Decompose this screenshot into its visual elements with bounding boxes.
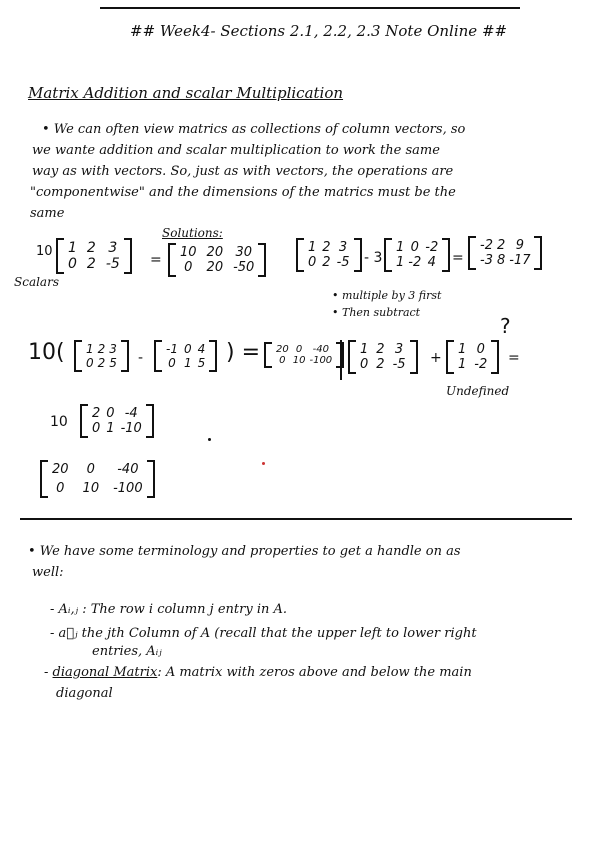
matrix-entry: -100 xyxy=(309,355,333,366)
matrix-entry: 1 xyxy=(68,240,77,256)
matrix-entry: -50 xyxy=(233,260,255,275)
matrix-grid xyxy=(476,236,534,270)
matrix-grid xyxy=(64,238,124,274)
matrix-entry: -40 xyxy=(312,344,329,355)
matrix-entry: 1 xyxy=(106,421,115,436)
matrix-entry: -5 xyxy=(336,255,350,270)
matrix-entry: 3 xyxy=(109,342,117,356)
ex3-suffix: ) = xyxy=(226,340,261,365)
matrix-grid xyxy=(48,460,147,498)
ex3-step2-matrix xyxy=(40,460,155,498)
term-item-2-line-2: entries, Aᵢⱼ xyxy=(92,644,162,659)
matrix-entry: 4 xyxy=(197,342,206,356)
ex3-prefix: 10( xyxy=(28,340,65,365)
term-item-2-line-1: - a⃗ⱼ the jth Column of A (recall that the upper left to lower right xyxy=(50,626,477,641)
ex4-question: ? xyxy=(500,314,511,338)
section-title: Matrix Addition and scalar Multiplication xyxy=(28,84,344,102)
matrix-entry: -2 xyxy=(474,357,488,372)
matrix-entry: 2 xyxy=(92,406,101,421)
matrix-entry: -10 xyxy=(120,421,142,436)
ex1-solutions-label: Solutions: xyxy=(162,226,223,240)
matrix-entry: 1 xyxy=(308,240,317,255)
section-divider xyxy=(20,518,572,520)
matrix-entry: 1 xyxy=(396,255,405,270)
matrix-grid xyxy=(304,238,354,272)
ex2-matrix-a xyxy=(296,238,362,272)
term-item-3-def: : A matrix with zeros above and below the main xyxy=(157,665,472,680)
matrix-entry: 30 xyxy=(235,245,252,260)
matrix-entry: 20 xyxy=(206,245,224,260)
page-header: ## Week4- Sections 2.1, 2.2, 2.3 Note Online ## xyxy=(130,22,508,40)
matrix-entry: 5 xyxy=(109,356,117,370)
matrix-entry: 0 xyxy=(56,481,65,496)
ex2-operator: - 3 xyxy=(364,250,383,266)
matrix-entry: 9 xyxy=(515,238,524,253)
separator-bar xyxy=(340,340,342,380)
matrix-entry: 10 xyxy=(292,355,306,366)
matrix-entry: 10 xyxy=(82,481,100,496)
matrix-entry: 0 xyxy=(106,406,115,421)
matrix-entry: 2 xyxy=(97,356,106,370)
ex1-scalar: 10 xyxy=(36,244,53,259)
ex3-minus: - xyxy=(138,350,144,366)
matrix-entry: 2 xyxy=(86,256,96,272)
matrix-entry: 1 xyxy=(86,342,94,356)
matrix-entry: 20 xyxy=(52,462,69,477)
intro-line-3: way as with vectors. So, just as with vectors, the operations are xyxy=(32,164,454,179)
matrix-entry: 0 xyxy=(410,240,419,255)
matrix-entry: 0 xyxy=(360,357,369,372)
intro-line-2: we wante addition and scalar multiplication to work the same xyxy=(32,143,440,158)
ex2-matrix-b xyxy=(384,238,450,272)
ex2-note-1: • multiple by 3 first xyxy=(332,289,442,302)
matrix-entry: 10 xyxy=(180,245,197,260)
terminology-intro-2: well: xyxy=(32,565,64,580)
ex2-result xyxy=(468,236,542,270)
matrix-grid xyxy=(162,340,209,372)
matrix-entry: -3 xyxy=(480,253,493,268)
ink-speck xyxy=(262,462,265,465)
matrix-entry: 4 xyxy=(427,255,436,270)
matrix-entry: 0 xyxy=(86,462,95,477)
ex4-matrix-b xyxy=(446,340,499,374)
matrix-entry: 2 xyxy=(376,342,385,357)
matrix-entry: 1 xyxy=(458,342,467,357)
matrix-entry: -5 xyxy=(105,256,120,272)
ex4-undefined-label: Undefined xyxy=(446,384,510,398)
ex1-equals: = xyxy=(150,252,162,268)
matrix-grid xyxy=(454,340,491,374)
matrix-entry: 1 xyxy=(458,357,467,372)
matrix-entry: 1 xyxy=(360,342,369,357)
intro-line-4: "componentwise" and the dimensions of the matrics must be the xyxy=(30,185,456,200)
ex1-scalar-label: Scalars xyxy=(14,275,59,289)
matrix-entry: 5 xyxy=(197,356,206,370)
matrix-entry: 0 xyxy=(308,255,317,270)
top-rule xyxy=(100,7,520,9)
matrix-entry: -2 xyxy=(480,238,493,253)
ex3-matrix-b xyxy=(154,340,217,372)
matrix-entry: 8 xyxy=(496,253,506,268)
ex2-note-2: • Then subtract xyxy=(332,306,421,319)
matrix-entry: 20 xyxy=(276,344,289,355)
matrix-entry: 0 xyxy=(183,342,192,356)
matrix-grid xyxy=(176,243,258,277)
ex1-result xyxy=(168,243,266,277)
term-item-1: - Aᵢ,ⱼ : The row i column j entry in A. xyxy=(50,602,287,617)
matrix-entry: -2 xyxy=(408,255,422,270)
matrix-entry: -1 xyxy=(166,342,178,356)
matrix-entry: 2 xyxy=(322,255,331,270)
matrix-grid xyxy=(82,340,121,372)
ex4-plus: + xyxy=(430,350,442,366)
matrix-entry: 0 xyxy=(295,344,303,355)
matrix-entry: 2 xyxy=(322,240,331,255)
matrix-grid xyxy=(392,238,442,272)
matrix-entry: 2 xyxy=(496,238,506,253)
ex3-step1-matrix xyxy=(80,404,154,438)
terminology-intro-1: • We have some terminology and properties to get a handle on as xyxy=(28,544,461,559)
intro-line-5: same xyxy=(30,206,65,221)
matrix-entry: 1 xyxy=(396,240,405,255)
matrix-entry: 1 xyxy=(183,356,192,370)
matrix-entry: 0 xyxy=(68,256,77,272)
matrix-grid xyxy=(88,404,146,438)
matrix-entry: 20 xyxy=(206,260,224,275)
matrix-entry: 3 xyxy=(108,240,118,256)
intro-line-1: • We can often view matrics as collections of column vectors, so xyxy=(42,122,466,137)
matrix-entry: -5 xyxy=(392,357,406,372)
matrix-grid xyxy=(356,340,410,374)
matrix-entry: 0 xyxy=(92,421,101,436)
matrix-entry: -4 xyxy=(124,406,138,421)
matrix-entry: -17 xyxy=(509,253,531,268)
matrix-entry: -100 xyxy=(113,481,143,496)
ex1-matrix-a xyxy=(56,238,132,274)
matrix-entry: 2 xyxy=(376,357,385,372)
term-diagonal-matrix: diagonal Matrix xyxy=(52,665,158,680)
ex2-equals: = xyxy=(452,250,464,266)
ink-speck xyxy=(208,438,211,441)
matrix-entry: 3 xyxy=(338,240,348,255)
matrix-entry: 0 xyxy=(168,356,176,370)
matrix-entry: 0 xyxy=(476,342,485,357)
ex3-step1-scalar: 10 xyxy=(50,414,68,430)
ex4-equals: = xyxy=(508,350,520,366)
matrix-entry: 3 xyxy=(394,342,404,357)
ex3-matrix-a xyxy=(74,340,129,372)
matrix-entry: 2 xyxy=(97,342,106,356)
matrix-entry: -2 xyxy=(425,240,439,255)
matrix-entry: 0 xyxy=(86,356,94,370)
matrix-grid xyxy=(272,342,336,368)
matrix-entry: 0 xyxy=(184,260,193,275)
ex4-matrix-a xyxy=(348,340,418,374)
matrix-entry: -40 xyxy=(117,462,139,477)
ex3-result xyxy=(264,342,344,368)
term-item-3-line-2: diagonal xyxy=(56,686,113,701)
term-item-3: - diagonal Matrix: A matrix with zeros above and below the main xyxy=(44,665,472,680)
matrix-entry: 2 xyxy=(86,240,96,256)
matrix-entry: 0 xyxy=(279,355,286,366)
